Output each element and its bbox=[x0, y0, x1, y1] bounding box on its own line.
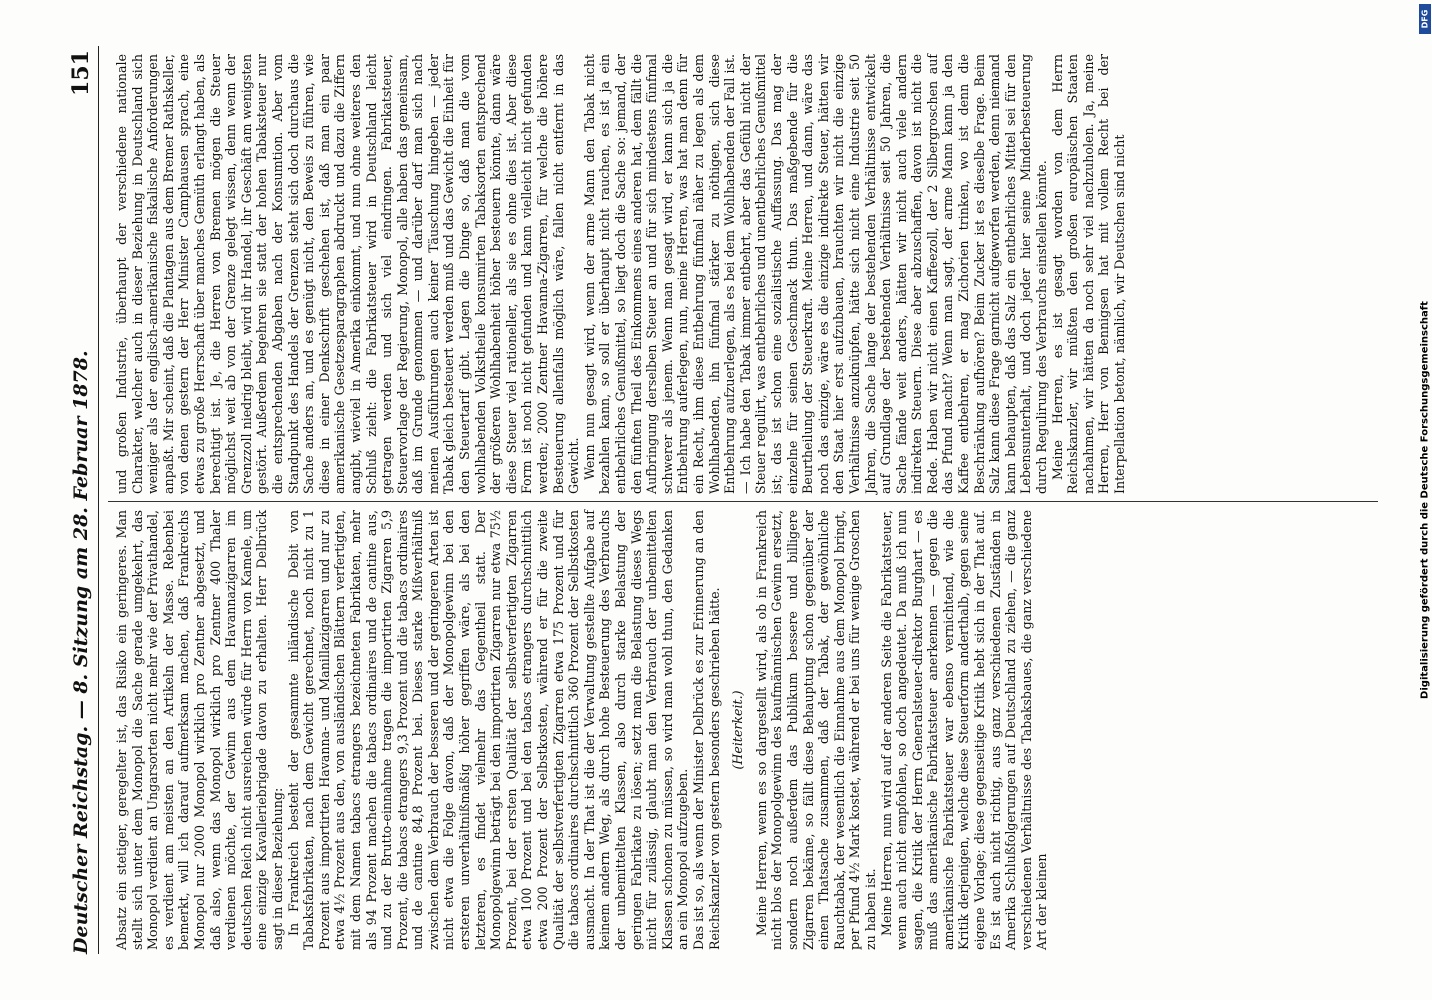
paragraph: In Frankreich besteht der gesammte inländische Debit von Tabaksfabrikaten, nach dem Gewicht gerechnet, noch nicht zu 1 Prozent aus importirten Havanna- und Manillazigarren und nur zu etwa 4½ Prozent aus den, von ausländischen Blättern verfertigten, mit dem Namen tabacs etrangers bezeichneten Fabrikaten, mehr als 94 Prozent machen die tabacs ordinaires und de cantine aus, und zu der Brutto-einnahme tragen die importirten Zigarren 5,9 Prozent, die tabacs etrangers 9,3 Prozent und die tabacs ordinaires und de cantine 84,8 Prozent bei. Dieses starke Mißverhältniß zwischen dem Verbrauch der besseren und der geringeren Arten ist nicht etwa die Folge davon, daß der Monopolgewinn bei den ersteren unverhältnißmäßig höher gegriffen wäre, als bei den letzteren, es findet vielmehr das Gegentheil statt. Der Monopolgewinn beträgt bei den importirten Zigarren nur etwa 75½ Prozent, bei der ersten Qualität der selbstverfertigten Zigarren etwa 100 Prozent und bei den tabacs etrangers durchschnittlich etwa 200 Prozent der Selbstkosten, während er für die zweite Qualität der selbstverfertigten Zigarren etwa 175 Prozent und für die tabacs ordinaires durchschnittlich 360 Prozent der Selbstkosten ausmacht. In der That ist die der Verwaltung gestellte Aufgabe auf keinem andern Weg, als durch hohe Besteuerung des Verbrauchs der unbemittelten Klassen, also durch starke Belastung der geringen Fabrikate zu lösen; setzt man die Belastung dieses Wegs nicht für zulässig, glaubt man den Verbrauch der unbemittelten Klassen schonen zu müssen, so wird man wohl thun, den Gedanken an ein Monopol aufzugeben. bbox=[285, 510, 691, 950]
right-column bbox=[114, 54, 1128, 494]
rotated-page-content bbox=[30, 40, 1402, 960]
interjection: (Heiterkeit.) bbox=[730, 690, 746, 770]
paragraph: Meine Herren, nun wird auf der anderen Seite die Fabrikatsteuer, wenn auch nicht empfohlen, so doch angedeutet. Da muß ich nun sagen, die Kritik der Herrn Generalsteuer-direktor Burghart — es muß das amerikanische Fabrikatsteuer anerkennen — gegen die amerikanische Fabrikatsteuer war ebenso vernichtend, wie die Kritik derjenigen, welche diese Steuerform anderthalb, gegen seine eigene Vorlage; diese gegenseitige Kritik hebt sich in der That auf. Es ist auch nicht richtig, aus ganz verschiedenen Zuständen in Amerika Schlußfolgerungen auf Deutschland zu ziehen, — die ganz verschiedenen Verhältnisse des Tabaksbaues, die ganz verschiedene Art der kleinen bbox=[878, 510, 1050, 950]
page-header bbox=[68, 46, 99, 954]
paragraph: Meine Herren, es ist gesagt worden von dem Herrn Reichskanzler, wir müßten den großen europäischen Staaten nachahmen, wir hätten da noch sehr viel nachzuholen. Ja, meine Herren, Herr von Bennigsen hat mit vollem Recht bei der Interpellation betont, nämlich, wir Deutschen sind nicht bbox=[1049, 54, 1127, 494]
paragraph: Wenn nun gesagt wird, wenn der arme Mann den Tabak nicht bezahlen kann, so soll er überhaupt nicht rauchen, es ist ja ein entbehrliches Genußmittel, so liegt doch die Sache so: jemand, der den fünften Theil des Einkommens eines anderen hat, dem fällt die Aufbringung derselben Steuer an und für sich mindestens fünfmal schwerer als jenem. Wenn man gesagt wird, er kann sich ja die Entbehrung auferlegen, nun, meine Herren, was hat man denn für ein Recht, ihm diese Entbehrung fünfmal näher zu legen als dem Wohlhabenden, ihn fünfmal stärker zu nöthigen, sich diese Entbehrung aufzuerlegen, als es bei dem Wohlhabenden der Fall ist. — Ich habe den Tabak immer entbehrt, aber das Gefühl nicht der Steuer regulirt, was entbehrliches und unentbehrliches Genußmittel ist; das ist schon eine sozialistische Auffassung. Das mag der einzelne für seinen Geschmack thun. Das maßgebende für die Beurtheilung der Steuerkraft. Meine Herren, und dann, wäre das noch das einzige, wäre es die einzige indirekte Steuer, hätten wir den Staat hier erst aufzubauen, brauchten wir nicht die einzige Verhältnisse anzuknüpfen, hätte sich nicht eine Industrie seit 50 Jahren, die Sache lange der bestehenden Verhältnisse entwickelt auf Grundlage der bestehenden Verhältnisse seit 50 Jahren, die Sache fände weit anders, hätten wir nicht auch viele andern indirekten Steuern. Diese aber abzuschaffen, davon ist nicht die Rede. Haben wir nicht einen Kaffeezoll, der 2 Silbergroschen auf das Pfund macht? Wenn man sagt, der arme Mann kann ja den Kaffee entbehren, er mag Zichorien trinken, wo ist denn die Beschränkung aufhören? Beim Zucker ist es dieselbe Frage. Beim Salz kann diese Frage garnicht aufgeworfen werden, denn niemand kann behaupten, daß das Salz ein entbehrliches Mittel sei für den Lebensunterhalt, und doch jeder hier seine Minderbesteuerung durch Regulirung des Verbrauchs einstellen könnte. bbox=[581, 54, 1050, 494]
running-head: Deutscher Reichstag. — 8. Sitzung am 28. Februar 1878. bbox=[70, 350, 92, 954]
paragraph: und großen Industrie, überhaupt der verschiedene nationale Charakter, welcher auch in dieser Beziehung in Deutschland sich weniger als der englisch-amerikanische fiskalische Anforderungen anpaßt. Mir scheint, daß die Plantagen aus dem Bremer Rathskeller, von denen gestern der Herr Minister Camphausen sprach, eine etwas zu große Herrschaft über manches Gemüth erlangt haben, als berechtigt ist. Je, die Herren von Bremen mögen die Steuer möglichst weit ab von der Grenze gelegt wissen, denn wenn der Grenzzoll niedrig bleibt, wird ihr Handel, ihr Geschäft am wenigsten gestört. Außerdem begehren sie statt der hohen Tabaksteuer nur die entsprechenden Abgaben nach der Konsumtion. Aber vom Standpunkt des Handels der Grenzen steht sich doch durchaus die Sache anders an, und es genügt nicht, den Beweis zu führen, wie diese in einer Denkschrift geschehen ist, daß man ein paar amerikanische Gesetzesparagraphen abdruckt und dazu die Ziffern angibt, wieviel in Amerika einkommt, und nun ohne weiteres den Schluß zieht: die Fabrikatsteuer wird in Deutschland leicht getragen werden und sich viel eindringen. Fabrikatsteuer, Steuervorlage der Regierung, Monopol, alle haben das gemeinsam, daß im Grunde genommen — und darüber darf man sich nach meinen Ausführungen auch keiner Täuschung hingeben — jeder Tabak gleich besteuert werden muß und das Gewicht die Einheit für den Steuertarif gibt. Lagen die Dinge so, daß man die vom wohlhabenden Volkstheile konsumirten Tabaksorten entsprechend der größeren Wohlhabenheit höher besteuern könnte, dann wäre diese Steuer viel rationeller, als sie es ohne dies ist. Aber diese Form ist noch nicht gefunden und kann vielleicht nicht gefunden werden; 2000 Zentner Havanna-Zigarren, für welche die höhere Besteuerung allenfalls möglich wäre, fallen nicht entfernt in das Gewicht. bbox=[114, 54, 582, 494]
paragraph: Das ist so, als wenn der Minister Delbrück es zur Erinnerung an den Reichskanzler von gestern besonders geschrieben hätte. bbox=[690, 510, 722, 950]
column-divider bbox=[108, 501, 1378, 502]
left-column bbox=[114, 510, 1050, 950]
paragraph: Meine Herren, wenn es so dargestellt wird, als ob in Frankreich nicht blos der Monopolgewinn des kaufmännischen Gewinn ersetzt, sondern noch außerdem das Publikum bessere und billigere Zigarren bekäme, so fällt diese Behauptung schon gegenüber der einen Thatsache zusammen, daß der Tabak, der gewöhnliche Rauchtabak, der wesentlich die Einnahme aus dem Monopol bringt, per Pfund 4½ Mark kostet, während er bei uns für wenige Groschen zu haben ist. bbox=[753, 510, 878, 950]
dfg-logo: DFG bbox=[1419, 4, 1431, 34]
page-number: 151 bbox=[68, 50, 94, 96]
paragraph: Absatz ein stetiger, geregelter ist, das Risiko ein geringeres. Man stellt sich unter dem Monopol die Sache gerade umgekehrt, das Monopol verdient an Ungarsorten nicht mehr wie der Privathandel, es verdient am meisten an den Artikeln der Masse. Rebenbei bemerkt, will ich darauf aufmerksam machen, daß Frankreichs Monopol nur 2000 Monopol wirklich pro Zentner abgesetzt, und daß also, wenn das Monopol wirklich pro Zentner 400 Thaler verdienen möchte, der Gewinn aus dem Havannazigarren im deutschen Reich nicht ausreichen würde für Herrn von Kamele, um eine einzige Kavalleriebrigade davon zu erhalten. Herr Delbrück sagt in dieser Beziehung: bbox=[114, 510, 285, 950]
digitization-credit bbox=[1418, 0, 1432, 1000]
credit-text: Digitalisierung gefördert durch die Deutsche Forschungsgemeinschaft bbox=[1419, 301, 1431, 699]
